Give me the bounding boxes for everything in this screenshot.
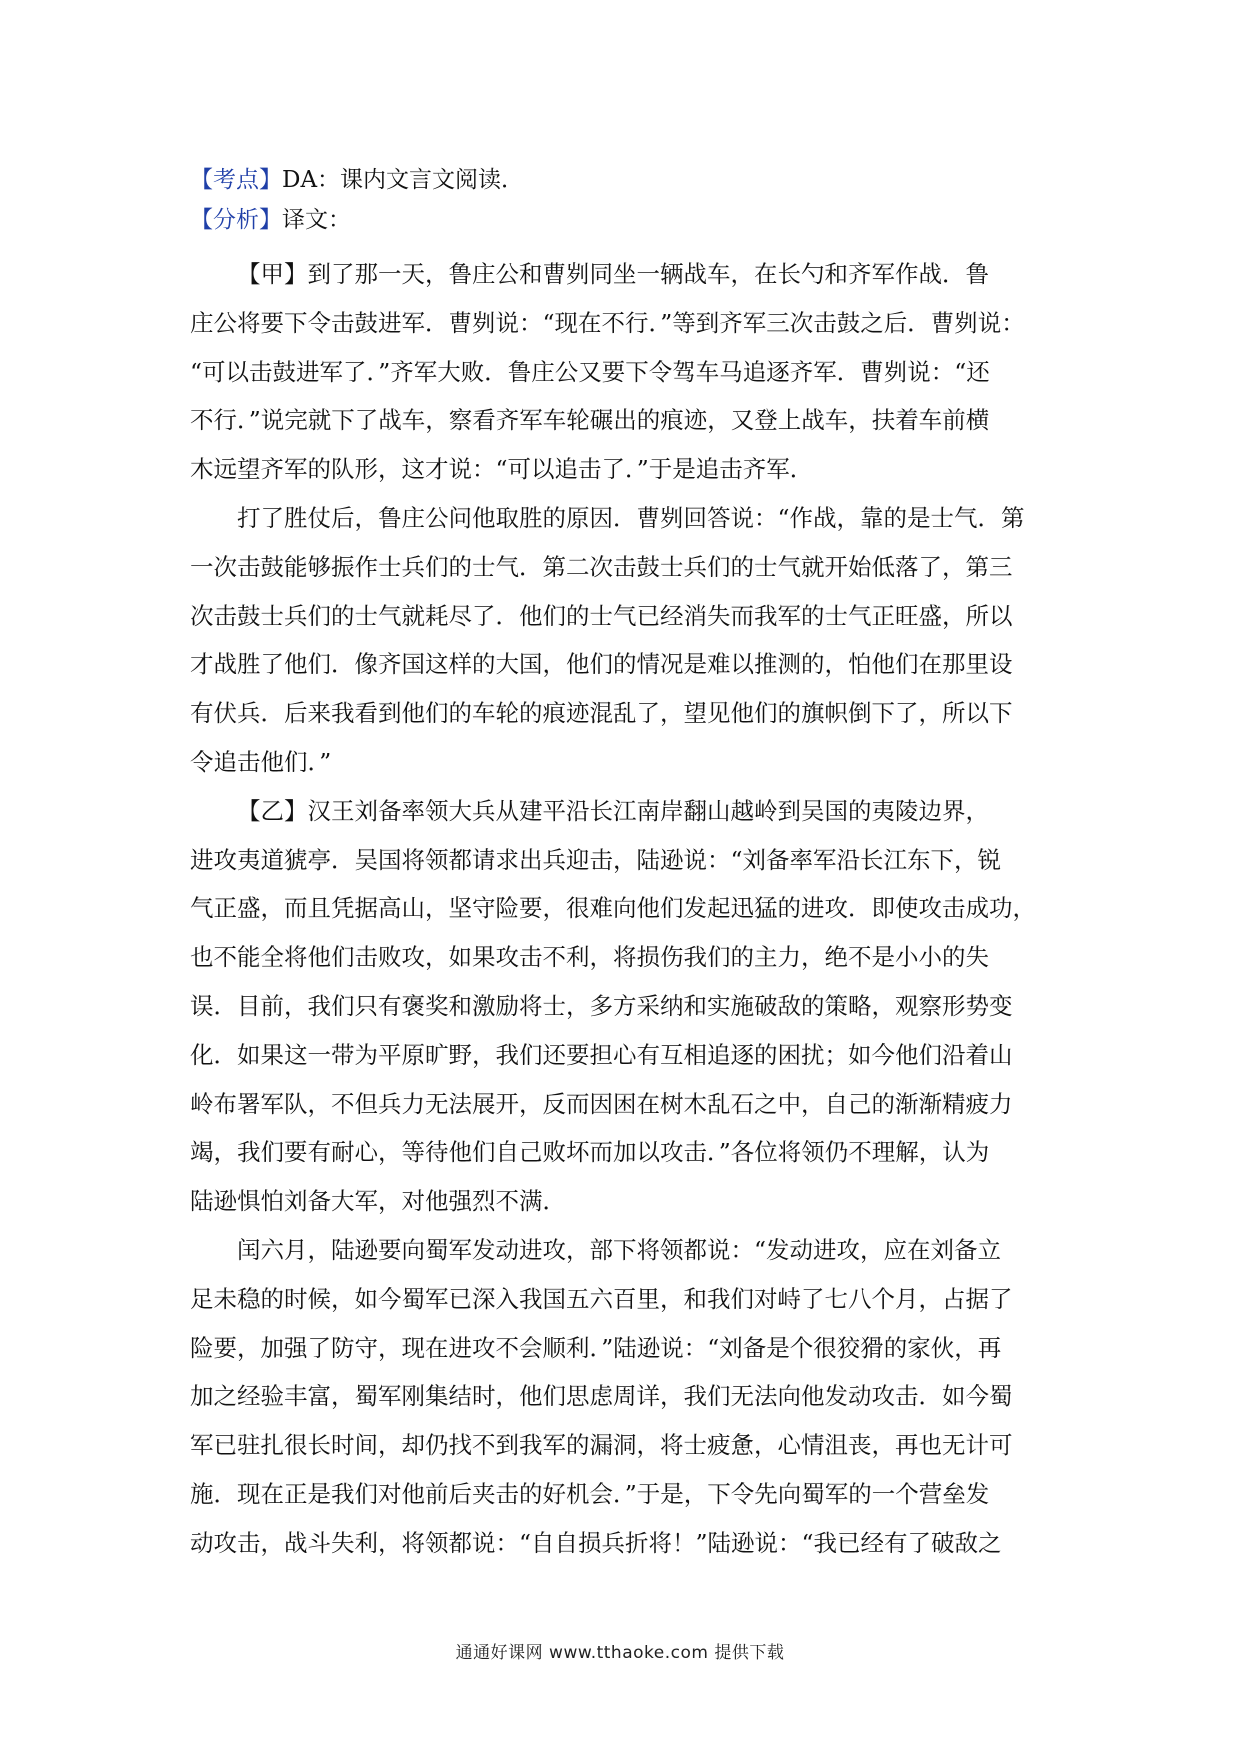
paragraph-line: 动攻击，战斗失利，将领都说：“自自损兵折将！”陆逊说：“我已经有了破敌之: [190, 1528, 1002, 1557]
paragraph-line: 庄公将要下令击鼓进军．曹刿说：“现在不行．”等到齐军三次击鼓之后．曹刿说：: [190, 308, 1025, 337]
paragraph: [190, 250, 1060, 494]
paragraph-line: 【乙】汉王刘备率领大兵从建平沿长江南岸翻山越岭到吴国的夷陵边界，: [237, 796, 989, 825]
paragraph-line: 【甲】到了那一天，鲁庄公和曹刿同坐一辆战车，在长勺和齐军作战．鲁: [237, 260, 989, 288]
paragraph-line: 次击鼓士兵们的士气就耗尽了．他们的士气已经消失而我军的士气正旺盛，所以: [190, 601, 1013, 630]
paragraph-line: 才战胜了他们．像齐国这样的大国，他们的情况是难以推测的，怕他们在那里设: [190, 650, 1013, 679]
paragraph-line: 竭，我们要有耐心，等待他们自己败坏而加以攻击．”各位将领仍不理解，认为: [190, 1138, 990, 1167]
paragraph-line: 木远望齐军的队形，这才说：“可以追击了．”于是追击齐军．: [190, 455, 814, 484]
paragraph-line: 施．现在正是我们对他前后夹击的好机会．”于是，下令先向蜀军的一个营垒发: [190, 1479, 990, 1508]
paragraph-line: 足未稳的时候，如今蜀军已深入我国五六百里，和我们对峙了七八个月，占据了: [190, 1284, 1013, 1313]
paragraph-line: 化．如果这一带为平原旷野，我们还要担心有互相追逐的困扰；如今他们沿着山: [190, 1040, 1013, 1069]
paragraph-line: 一次击鼓能够振作士兵们的士气．第二次击鼓士兵们的士气就开始低落了，第三: [190, 552, 1013, 581]
paragraph-line: 气正盛，而且凭据高山，坚守险要，很难向他们发起迅猛的进攻．即使攻击成功，: [190, 894, 1036, 923]
paragraph-line: 也不能全将他们击败攻，如果攻击不利，将损伤我们的主力，绝不是小小的失: [190, 943, 989, 972]
document-body: [190, 160, 1060, 1568]
paragraph: [190, 1226, 1060, 1568]
paragraph-line: 进攻夷道猇亭．吴国将领都请求出兵迎击，陆逊说：“刘备率军沿长江东下，锐: [190, 845, 1002, 874]
paragraph-line: 令追击他们．”: [190, 747, 332, 776]
translation-paragraphs: [190, 250, 1060, 1568]
paragraph-line: 不行．”说完就下了战车，察看齐军车轮碾出的痕迹，又登上战车，扶着车前横: [190, 406, 990, 435]
footer-credit: 通通好课网 www.tthaoke.com 提供下载: [455, 1643, 785, 1663]
paragraph-line: 岭布署军队，不但兵力无法展开，反而因困在树木乱石之中，自己的渐渐精疲力: [190, 1089, 1013, 1118]
paragraph-line: 陆逊惧怕刘备大军，对他强烈不满．: [190, 1187, 566, 1216]
fenxi-tag: 【分析】: [190, 207, 282, 233]
kaodian-tag: 【考点】: [190, 167, 282, 193]
kaodian-line: [190, 160, 1060, 200]
paragraph-line: 有伏兵．后来我看到他们的车轮的痕迹混乱了，望见他们的旗帜倒下了，所以下: [190, 699, 1013, 728]
paragraph-line: 打了胜仗后，鲁庄公问他取胜的原因．曹刿回答说：“作战，靠的是士气．第: [237, 503, 1025, 532]
paragraph-line: 军已驻扎很长时间，却仍找不到我军的漏洞，将士疲惫，心情沮丧，再也无计可: [190, 1431, 1013, 1460]
paragraph-line: 加之经验丰富，蜀军刚集结时，他们思虑周详，我们无法向他发动攻击．如今蜀: [190, 1382, 1013, 1411]
fenxi-line: [190, 200, 1060, 240]
paragraph: [190, 494, 1060, 787]
paragraph-line: 误．目前，我们只有褒奖和激励将士，多方采纳和实施破敌的策略，观察形势变: [190, 991, 1013, 1020]
paragraph-line: 险要，加强了防守，现在进攻不会顺利．”陆逊说：“刘备是个很狡猾的家伙，再: [190, 1333, 1002, 1362]
paragraph-line: “可以击鼓进军了．”齐军大败．鲁庄公又要下令驾车马追逐齐军．曹刿说：“还: [190, 357, 990, 386]
fenxi-text: 译文：: [282, 207, 351, 233]
paragraph: [190, 787, 1060, 1226]
paragraph-line: 闰六月，陆逊要向蜀军发动进攻，部下将领都说：“发动进攻，应在刘备立: [237, 1235, 1002, 1264]
kaodian-text: DA：课内文言文阅读．: [282, 167, 525, 193]
